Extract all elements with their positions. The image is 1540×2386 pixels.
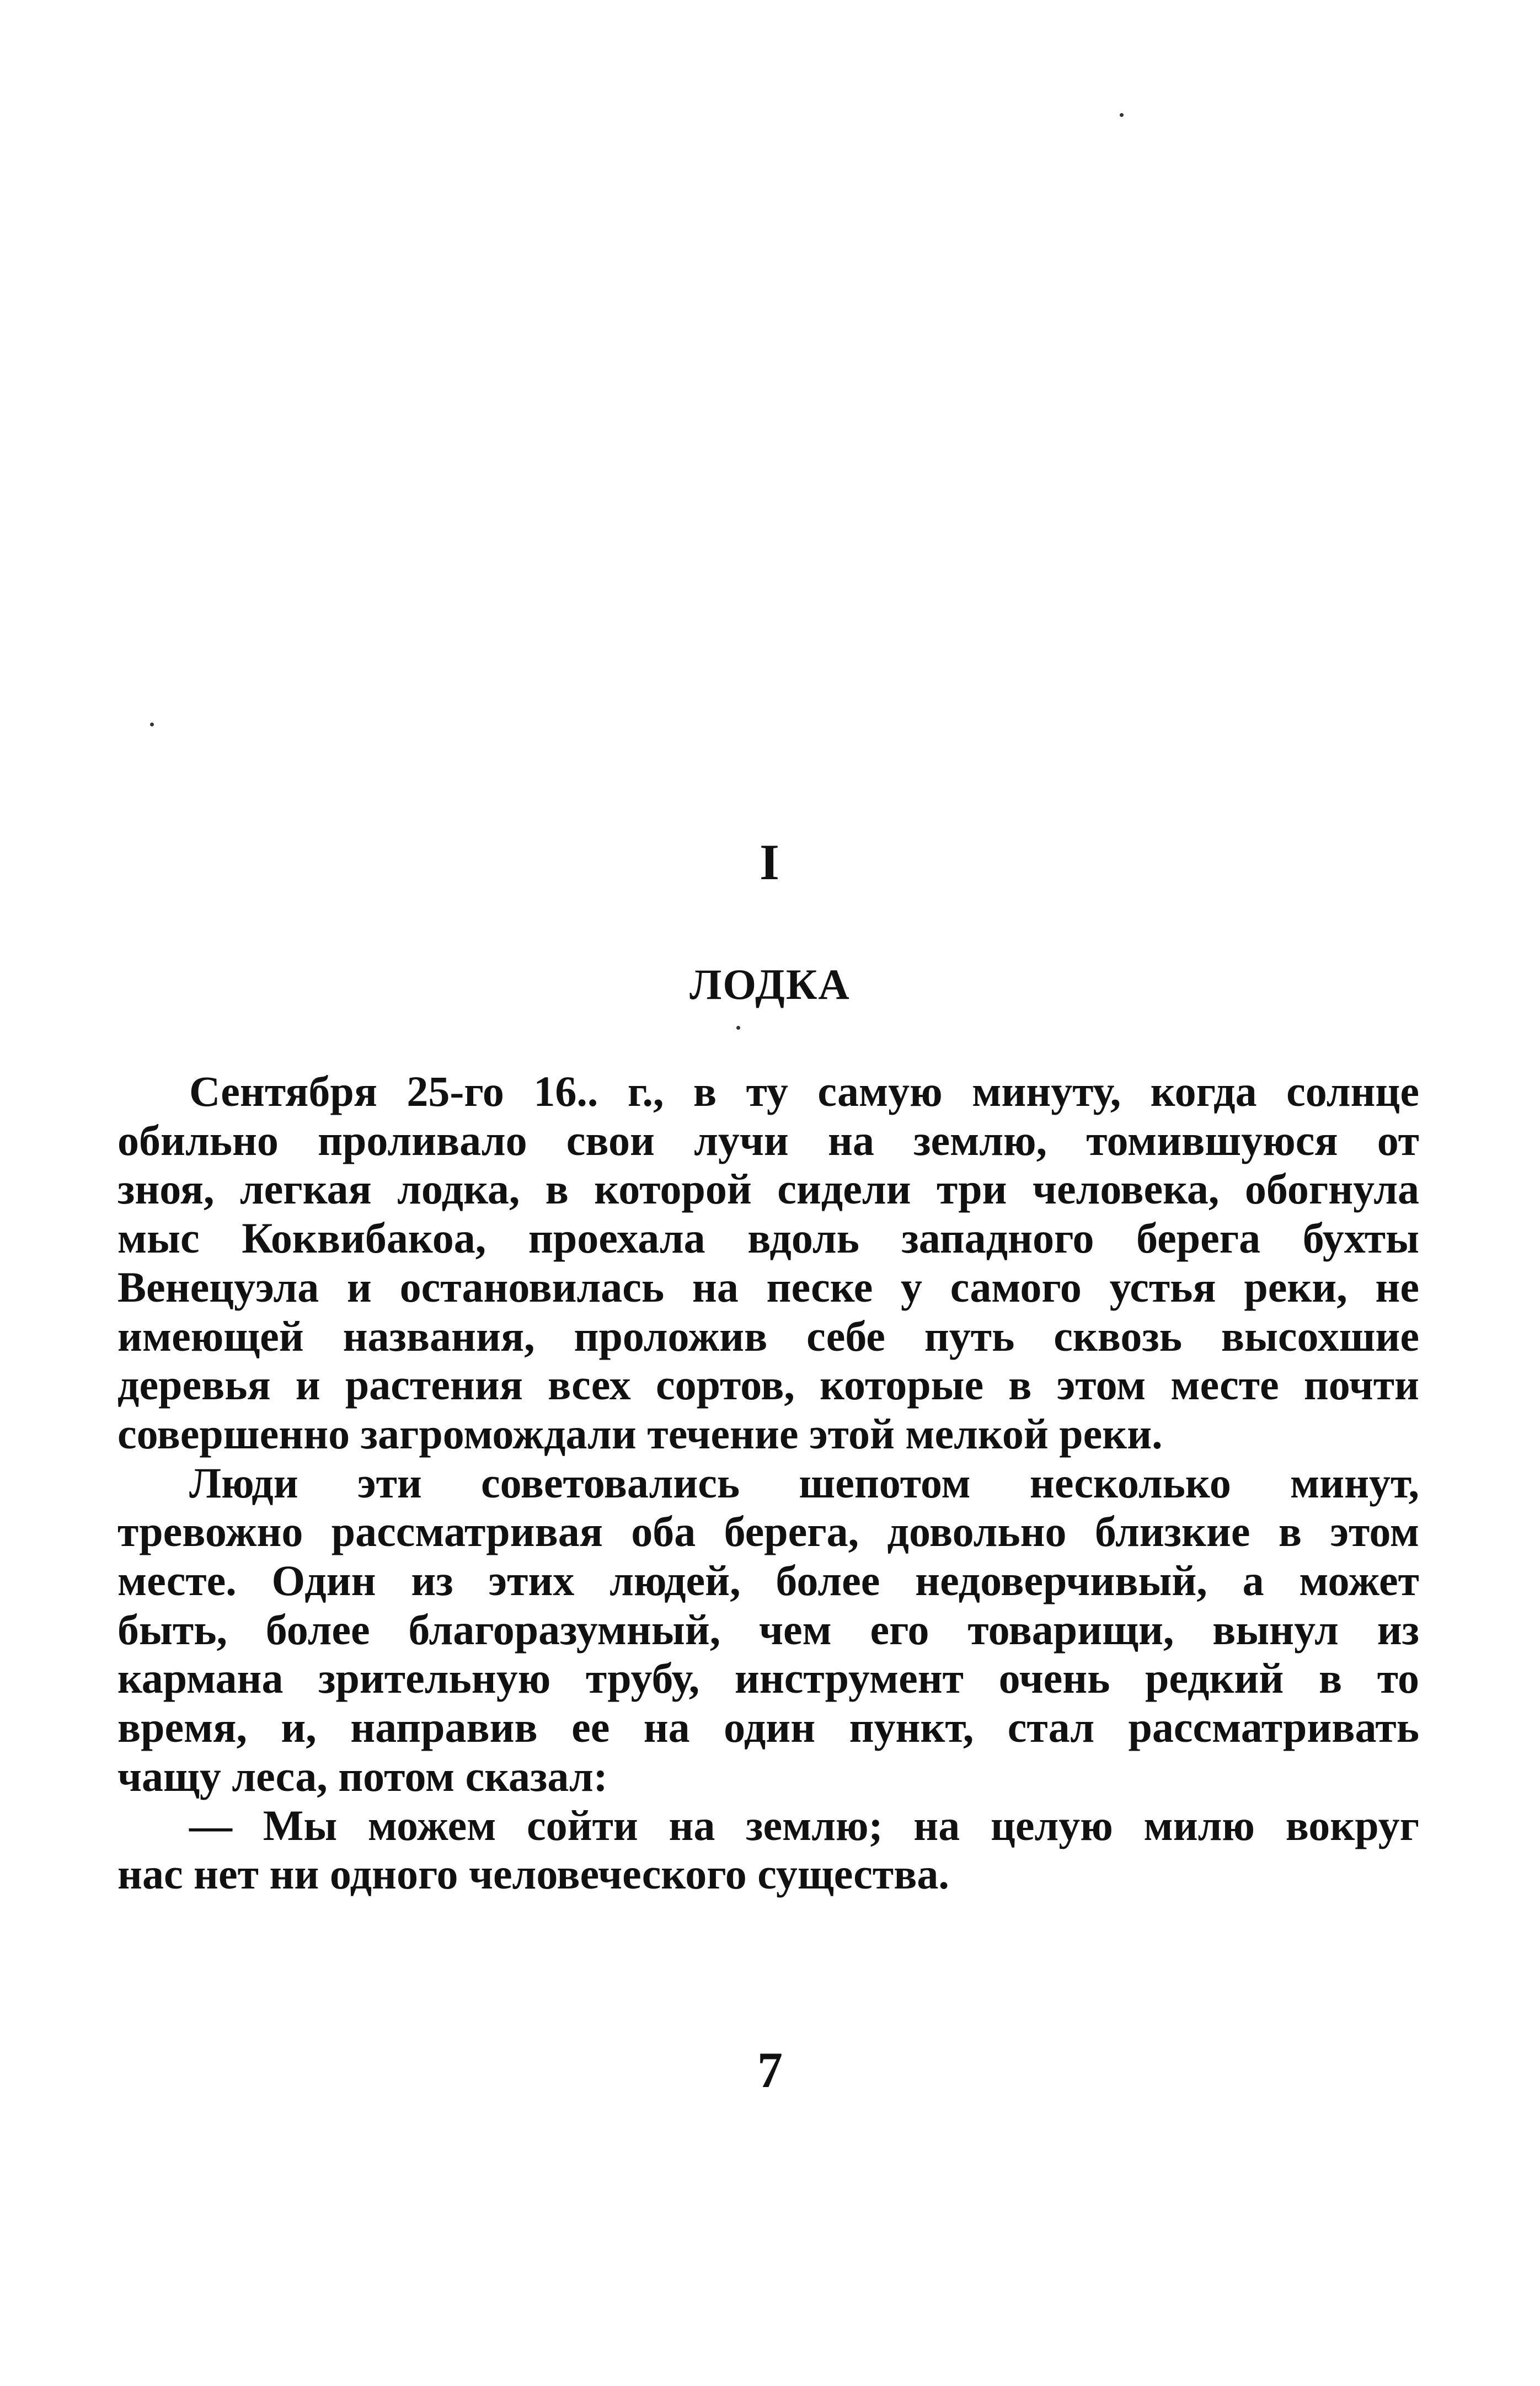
text-line: обильно проливало свои лучи на землю, томившуюся от [117, 1116, 1419, 1164]
text-line: нас нет ни одного человеческого существа. [117, 1850, 949, 1898]
text-line: совершенно загромождали течение этой мелкой реки. [117, 1409, 1163, 1458]
chapter-body [117, 1067, 1419, 1899]
text-line: Люди эти советовались шепотом несколько минут, [189, 1458, 1419, 1507]
page-number: 7 [757, 2042, 783, 2098]
print-speck [1120, 113, 1124, 117]
text-line: — Мы можем сойти на землю; на целую милю вокруг [189, 1801, 1419, 1849]
text-line: быть, более благоразумный, чем его товарищи, вынул из [117, 1605, 1419, 1654]
text-line: зноя, легкая лодка, в которой сидели три человека, обогнула [117, 1165, 1419, 1213]
chapter-title: ЛОДКА [689, 960, 851, 1008]
print-speck [150, 723, 154, 726]
chapter-number: I [760, 834, 780, 890]
text-line: мыс Коквибакоа, проехала вдоль западного берега бухты [117, 1214, 1419, 1262]
text-line: деревья и растения всех сортов, которые в этом месте почти [117, 1361, 1419, 1409]
text-line: Сентября 25-го 16.. г., в ту самую минуту, когда солнце [189, 1067, 1419, 1115]
text-line: месте. Один из этих людей, более недоверчивый, а может [117, 1556, 1419, 1605]
text-line: имеющей названия, проложив себе путь сквозь высохшие [117, 1312, 1419, 1360]
print-speck [736, 1026, 740, 1030]
text-line: тревожно рассматривая оба берега, довольно близкие в этом [117, 1507, 1419, 1556]
text-line: кармана зрительную трубу, инструмент очень редкий в то [117, 1654, 1419, 1703]
text-line: чащу леса, потом сказал: [117, 1752, 608, 1800]
text-line: время, и, направив ее на один пункт, стал рассматривать [117, 1703, 1419, 1752]
text-line: Венецуэла и остановилась на песке у самого устья реки, не [117, 1262, 1419, 1311]
